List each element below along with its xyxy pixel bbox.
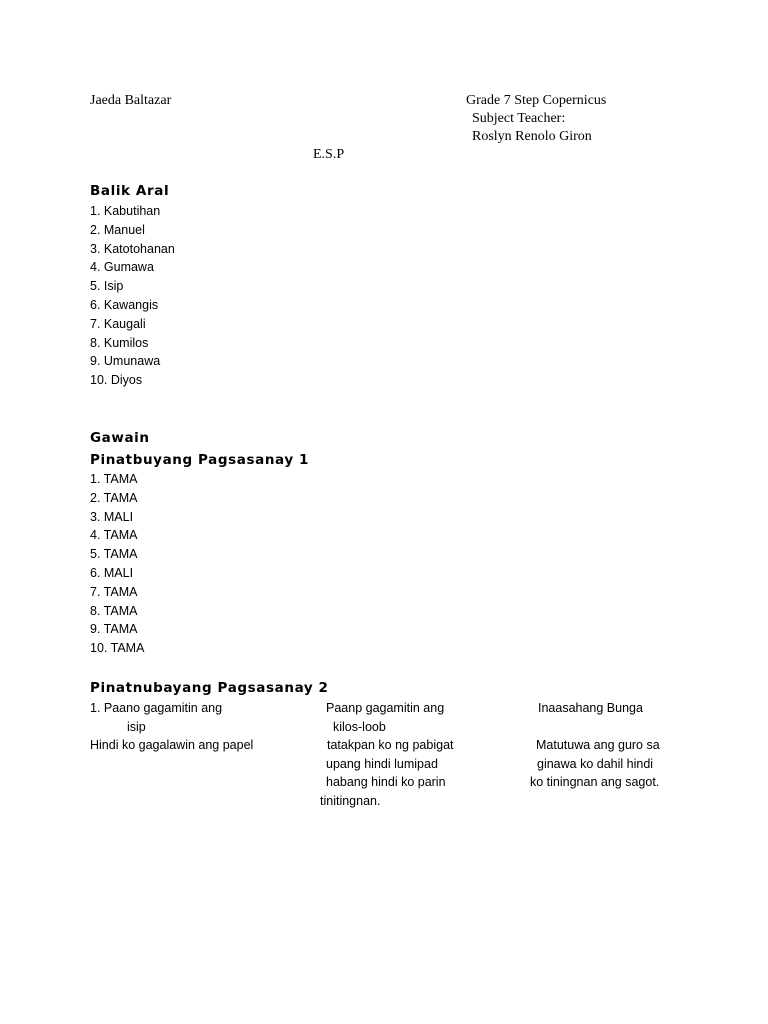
list-item: 10. TAMA	[90, 641, 145, 656]
column-answer: Hindi ko gagalawin ang papel	[90, 738, 254, 753]
column-header: isip	[127, 719, 146, 734]
list-item: 2. Manuel	[90, 222, 145, 237]
list-item: 1. TAMA	[90, 472, 138, 486]
pagsasanay1-heading: Pinatbuyang Pagsasanay 1	[90, 452, 310, 468]
column-answer: habang hindi ko parin	[326, 775, 446, 790]
column-header: Paanp gagamitin ang	[326, 701, 445, 715]
teacher-name: Roslyn Renolo Giron	[472, 129, 592, 144]
list-item: 7. TAMA	[90, 584, 138, 599]
list-item: 6. Kawangis	[90, 297, 159, 312]
column-header: kilos-loob	[333, 719, 386, 734]
list-item: 5. Isip	[90, 279, 124, 294]
list-item: 1. Kabutihan	[90, 204, 161, 218]
balik-aral-list	[90, 202, 175, 390]
list-item: 2. TAMA	[90, 490, 138, 505]
column-answer: tinitingnan.	[320, 793, 381, 808]
balik-aral-heading: Balik Aral	[90, 183, 170, 199]
column-answer: ko tiningnan ang sagot.	[530, 775, 660, 790]
pagsasanay1-list	[90, 470, 144, 658]
column-header: Inaasahang Bunga	[538, 701, 643, 715]
list-item: 3. Katotohanan	[90, 241, 175, 256]
list-item: 10. Diyos	[90, 373, 143, 388]
list-item: 8. TAMA	[90, 603, 138, 618]
subject-title: E.S.P	[313, 147, 345, 162]
column-answer: upang hindi lumipad	[326, 756, 438, 771]
pagsasanay2-column-bunga	[530, 699, 659, 792]
student-name: Jaeda Baltazar	[90, 93, 172, 108]
list-item: 3. MALI	[90, 509, 134, 524]
column-answer: Matutuwa ang guro sa	[536, 738, 660, 753]
column-header: 1. Paano gagamitin ang	[90, 701, 223, 715]
pagsasanay2-column-kilos-loob	[320, 699, 454, 811]
pagsasanay2-heading: Pinatnubayang Pagsasanay 2	[90, 680, 329, 696]
list-item: 9. Umunawa	[90, 354, 161, 369]
pagsasanay2-column-isip	[90, 699, 253, 755]
column-answer: ginawa ko dahil hindi	[537, 756, 654, 771]
column-answer: tatakpan ko ng pabigat	[327, 738, 454, 753]
subject-teacher-label: Subject Teacher:	[472, 111, 566, 126]
gawain-heading: Gawain	[90, 430, 150, 446]
list-item: 8. Kumilos	[90, 335, 149, 350]
list-item: 9. TAMA	[90, 622, 138, 637]
grade-section: Grade 7 Step Copernicus	[466, 93, 607, 108]
list-item: 7. Kaugali	[90, 316, 146, 331]
list-item: 4. Gumawa	[90, 260, 154, 275]
list-item: 6. MALI	[90, 565, 134, 580]
list-item: 5. TAMA	[90, 547, 138, 562]
list-item: 4. TAMA	[90, 528, 138, 543]
